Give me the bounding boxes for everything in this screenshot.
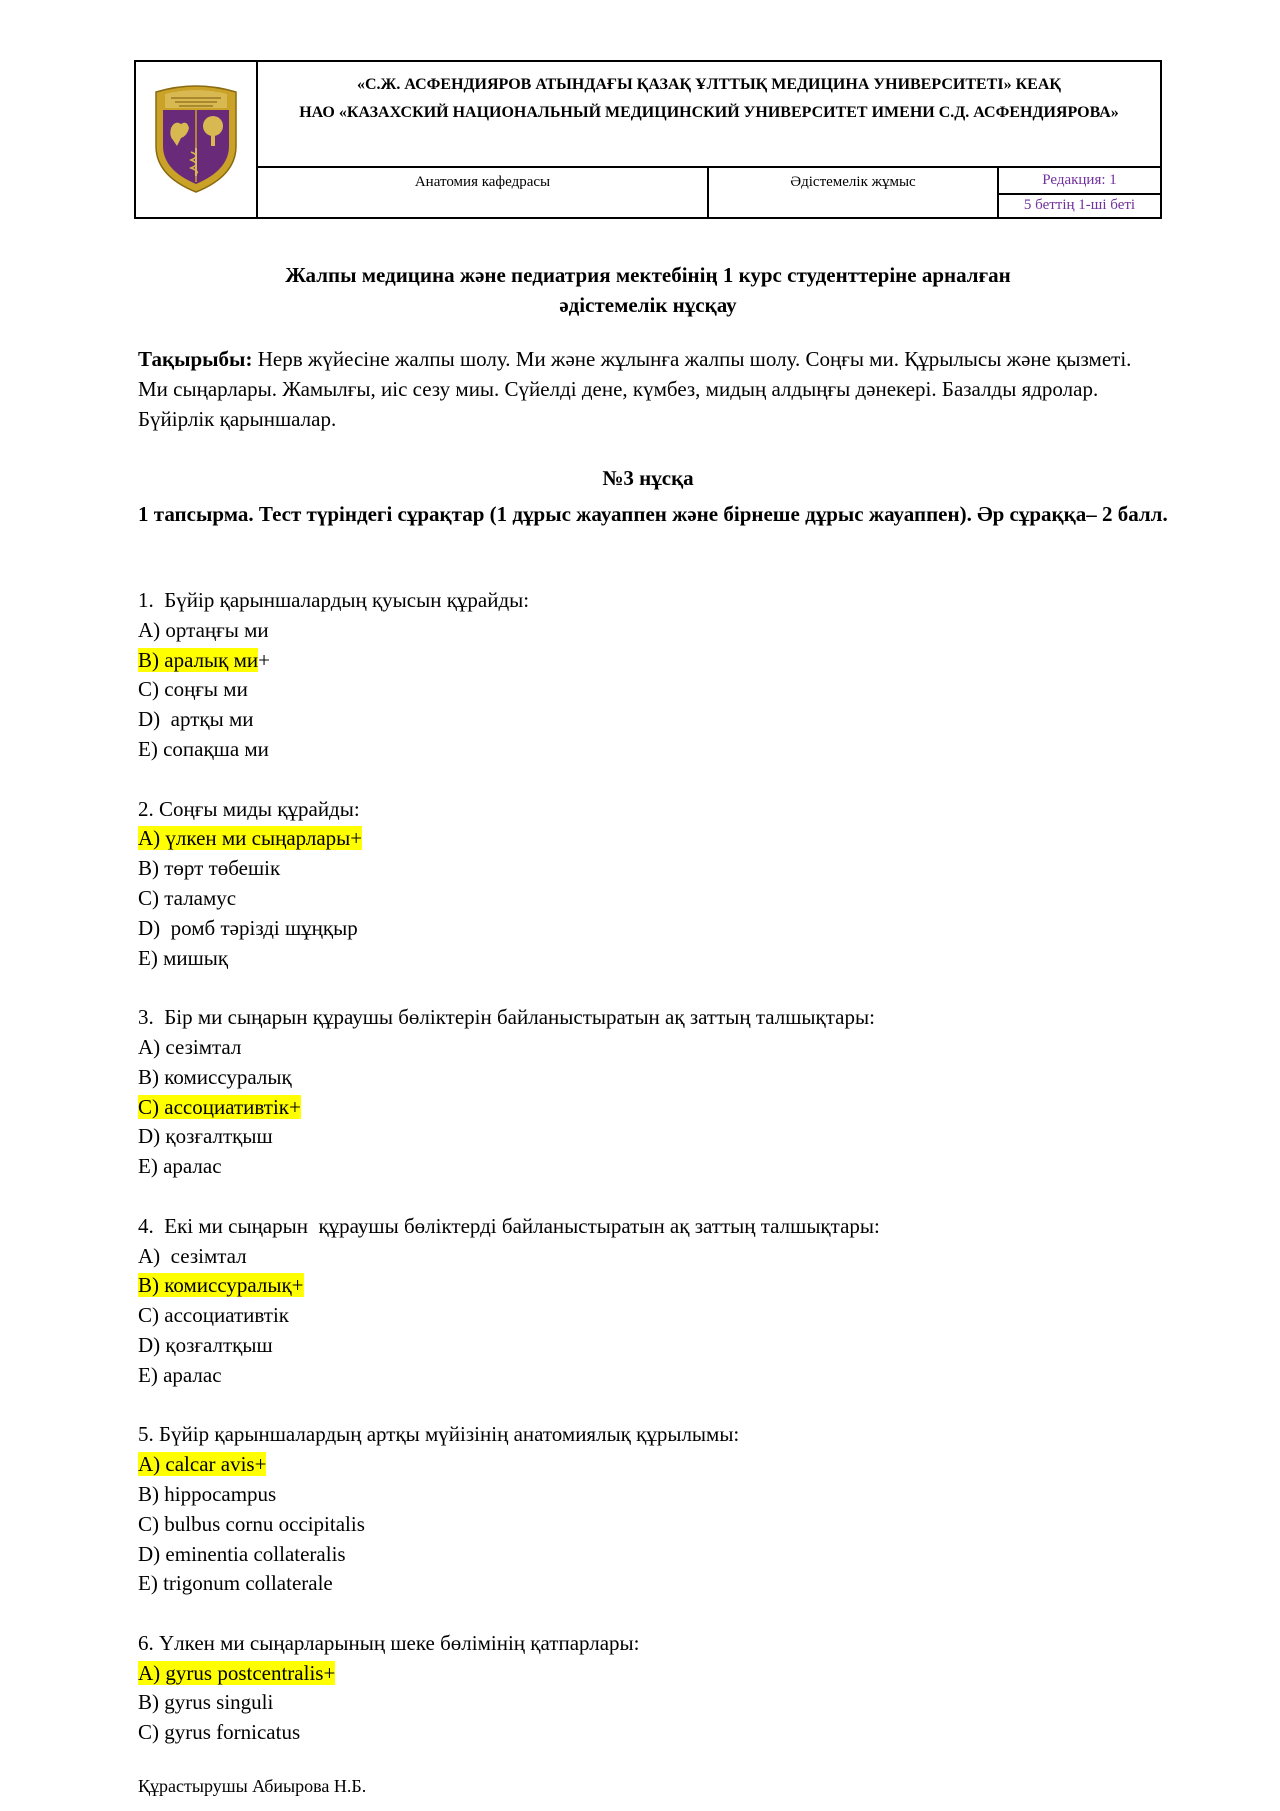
topic-label: Тақырыбы: [138, 347, 253, 371]
question-text: 6. Үлкен ми сыңарларының шеке бөлімінің қатпарлары: [138, 1630, 640, 1655]
answer-option [138, 854, 1148, 884]
topic-text: Нерв жүйесіне жалпы шолу. Ми және жұлынға жалпы шолу. Соңғы ми. Құрылысы және қызметі. Ми сыңарлары. Жамылғы, иіс сезу миы. Сүйелді дене, күмбез, мидың алдыңғы дәнекері. Базалды ядролар. Бүйірлік қарыншалар. [138, 347, 1132, 431]
answer-option [138, 824, 1148, 854]
answer-text: + [258, 647, 270, 672]
answer-option [138, 1033, 1148, 1063]
work-type-cell: Әдістемелік жұмыс [709, 168, 999, 217]
answer-text: A) сезімтал [138, 1034, 242, 1059]
answer-option [138, 1659, 1148, 1689]
answer-option [138, 1540, 1148, 1570]
answer-option [138, 1331, 1148, 1361]
answer-option [138, 1361, 1148, 1391]
answer-text: E) trigonum collaterale [138, 1571, 333, 1596]
answer-highlighted-text: A) gyrus postcentralis+ [138, 1660, 336, 1685]
answer-highlighted-text: C) ассоциативтік+ [138, 1094, 301, 1119]
answer-option [138, 1569, 1148, 1599]
answer-text: D) eminentia collateralis [138, 1541, 346, 1566]
answer-text: C) соңғы ми [138, 677, 248, 702]
answer-option [138, 944, 1148, 974]
answer-text: C) таламус [138, 885, 237, 910]
answer-option [138, 1301, 1148, 1331]
questions-list [138, 586, 1148, 1778]
question-block [138, 1629, 1148, 1748]
question-block [138, 795, 1148, 974]
question-block [138, 586, 1148, 765]
answer-text: E) аралас [138, 1154, 222, 1179]
answer-text: B) hippocampus [138, 1481, 277, 1506]
answer-option [138, 735, 1148, 765]
university-name-ru: НАО «КАЗАХСКИЙ НАЦИОНАЛЬНЫЙ МЕДИЦИНСКИЙ УНИВЕРСИТЕТ ИМЕНИ С.Д. АСФЕНДИЯРОВА» [299, 104, 1119, 121]
question-text: 4. Екі ми сыңарын құраушы бөліктерді байланыстыратын ақ заттың талшықтары: [138, 1213, 880, 1238]
question-text: 3. Бір ми сыңарын құраушы бөліктерін байланыстыратын ақ заттың талшықтары: [138, 1005, 875, 1030]
answer-option [138, 1063, 1148, 1093]
answer-text: D) қозғалтқыш [138, 1332, 273, 1357]
answer-option [138, 1688, 1148, 1718]
answer-text: E) аралас [138, 1362, 222, 1387]
question-block [138, 1212, 1148, 1391]
question-block [138, 1420, 1148, 1599]
answer-text: D) артқы ми [138, 707, 254, 732]
title-line-1: Жалпы медицина және педиатрия мектебінің 1 курс студенттеріне арналған [285, 263, 1011, 287]
answer-text: B) комиссуралық [138, 1064, 292, 1089]
answer-option [138, 1271, 1148, 1301]
answer-text: C) ассоциативтік [138, 1303, 289, 1328]
answer-option [138, 1093, 1148, 1123]
answer-text: A) ортаңғы ми [138, 617, 269, 642]
title-line-2: әдістемелік нұсқау [559, 293, 737, 317]
answer-text: D) ромб тәрізді шұңқыр [138, 915, 358, 940]
answer-option [138, 1510, 1148, 1540]
question-text: 1. Бүйір қарыншалардың қуысын құрайды: [138, 588, 530, 612]
answer-text: E) мишық [138, 945, 229, 970]
footer-author: Құрастырушы Абиырова Н.Б. [138, 1776, 367, 1796]
answer-option [138, 1450, 1148, 1480]
answer-option [138, 1152, 1148, 1182]
edition-cell: Редакция: 1 [999, 168, 1160, 195]
answer-option [138, 616, 1148, 646]
answer-option [138, 646, 1148, 676]
university-title-cell [258, 62, 1160, 168]
question-block [138, 1003, 1148, 1182]
answer-text: A) сезімтал [138, 1243, 247, 1268]
document-title [134, 260, 1162, 320]
topic-paragraph [138, 344, 1148, 434]
question-text: 2. Соңғы миды құрайды: [138, 796, 360, 821]
answer-option [138, 884, 1148, 914]
document-header-table [134, 60, 1162, 219]
page-number-cell: 5 беттің 1-ші беті [1023, 197, 1136, 213]
task-heading: 1 тапсырма. Тест түріндегі сұрақтар (1 дұрыс жауаппен және бірнеше дұрыс жауаппен). Әр сұраққа– 2 балл. [138, 502, 1168, 526]
answer-text: C) gyrus fornicatus [138, 1720, 301, 1745]
answer-option [138, 1242, 1148, 1272]
answer-highlighted-text: A) calcar avis+ [138, 1452, 267, 1477]
answer-text: D) қозғалтқыш [138, 1124, 273, 1149]
answer-highlighted-text: B) аралық ми [138, 647, 259, 672]
variant-heading: №3 нұсқа [602, 466, 694, 490]
department-cell: Анатомия кафедрасы [258, 168, 709, 217]
university-crest-icon [151, 84, 241, 196]
answer-option [138, 1480, 1148, 1510]
answer-highlighted-text: B) комиссуралық+ [138, 1273, 304, 1298]
answer-option [138, 675, 1148, 705]
answer-option [138, 705, 1148, 735]
answer-text: B) gyrus singuli [138, 1690, 274, 1715]
answer-highlighted-text: A) үлкен ми сыңарлары+ [138, 826, 363, 851]
university-name-kz: «С.Ж. АСФЕНДИЯРОВ АТЫНДАҒЫ ҚАЗАҚ ҰЛТТЫҚ МЕДИЦИНА УНИВЕРСИТЕТІ» КЕАҚ [356, 76, 1061, 93]
question-text: 5. Бүйір қарыншалардың артқы мүйізінің анатомиялық құрылымы: [138, 1422, 740, 1447]
logo-cell [136, 62, 258, 217]
answer-option [138, 1122, 1148, 1152]
answer-text: B) төрт төбешік [138, 856, 281, 881]
answer-option [138, 1718, 1148, 1748]
answer-text: E) сопақша ми [138, 736, 269, 761]
answer-text: C) bulbus cornu occipitalis [138, 1511, 365, 1536]
answer-option [138, 914, 1148, 944]
